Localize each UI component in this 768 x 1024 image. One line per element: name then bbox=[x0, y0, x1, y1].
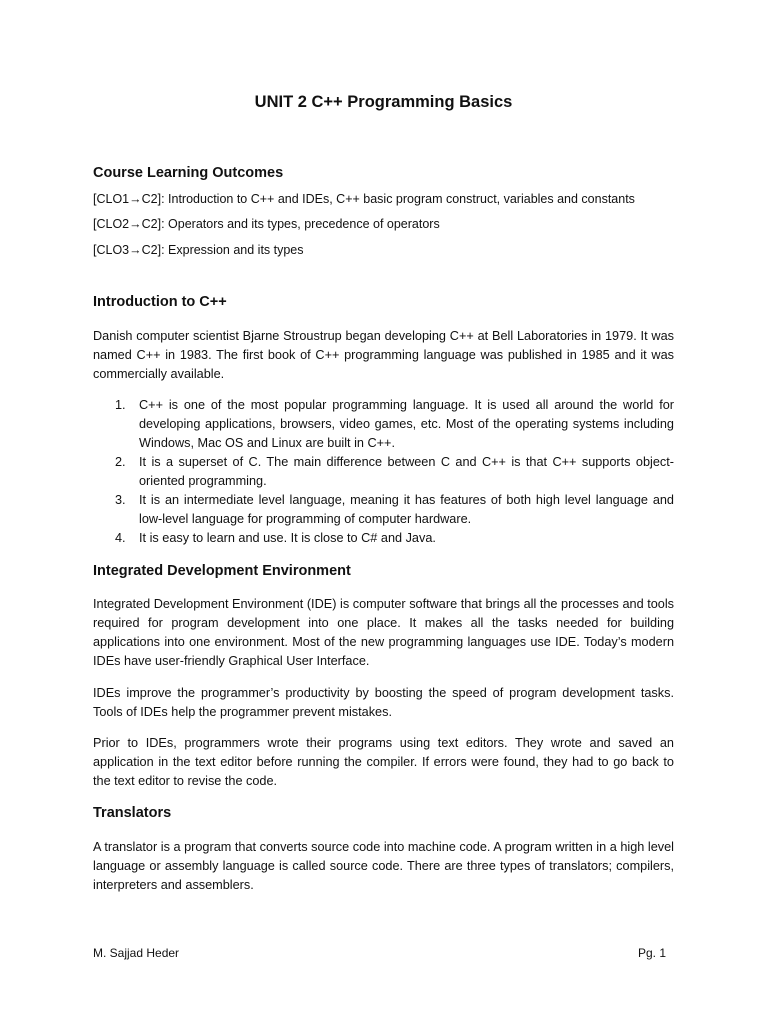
list-item-text: It is easy to learn and use. It is close to C# and Java. bbox=[139, 531, 436, 545]
list-item-text: It is a superset of C. The main difference between C and C++ is that C++ supports object-oriented programming. bbox=[139, 455, 674, 488]
list-item-number: 2. bbox=[115, 455, 126, 469]
clo-item-1: [CLO1→C2]: Introduction to C++ and IDEs, C++ basic program construct, variables and constants bbox=[93, 192, 635, 206]
list-item-text: It is an intermediate level language, meaning it has features of both high level language and low-level language for programming of computer hardware. bbox=[139, 493, 674, 526]
list-item bbox=[93, 453, 674, 491]
list-item bbox=[93, 529, 674, 548]
list-item-number: 4. bbox=[115, 531, 126, 545]
ide-paragraph-2: IDEs improve the programmer’s productivity by boosting the speed of program development tasks. Tools of IDEs help the programmer prevent mistakes. bbox=[93, 686, 674, 719]
list-item-number: 1. bbox=[115, 398, 126, 412]
translators-heading: Translators bbox=[93, 805, 172, 821]
intro-list bbox=[93, 396, 674, 548]
clo-item-2: [CLO2→C2]: Operators and its types, precedence of operators bbox=[93, 217, 440, 231]
clo-heading: Course Learning Outcomes bbox=[93, 165, 284, 181]
ide-paragraph-3: Prior to IDEs, programmers wrote their programs using text editors. They wrote and saved an application in the text editor before running the compiler. If errors were found, they had to go back to the text editor to revise the code. bbox=[93, 736, 674, 788]
list-item bbox=[93, 491, 674, 529]
intro-heading: Introduction to C++ bbox=[93, 294, 227, 310]
translators-paragraph: A translator is a program that converts source code into machine code. A program written in a high level language or assembly language is called source code. There are three types of translators; compilers, interpreters and assemblers. bbox=[93, 840, 674, 892]
ide-heading: Integrated Development Environment bbox=[93, 563, 351, 579]
footer-author: M. Sajjad Heder bbox=[93, 946, 180, 960]
ide-paragraph-1: Integrated Development Environment (IDE) is computer software that brings all the processes and tools required for program development into one place. It makes all the tasks needed for building applications into one environment. Most of the new programming languages use IDE. Today’s modern IDEs have user-friendly Graphical User Interface. bbox=[93, 597, 674, 668]
list-item-text: C++ is one of the most popular programming language. It is used all around the world for developing applications, browsers, video games, etc. Most of the operating systems including Windows, Mac OS and Linux are built in C++. bbox=[139, 398, 674, 450]
intro-paragraph: Danish computer scientist Bjarne Stroustrup began developing C++ at Bell Laboratories in 1979. It was named C++ in 1983. The first book of C++ programming language was published in 1985 and it was commercially available. bbox=[93, 329, 674, 381]
document-page bbox=[93, 0, 674, 1024]
list-item bbox=[93, 396, 674, 453]
list-item-number: 3. bbox=[115, 493, 126, 507]
footer-page-number: Pg. 1 bbox=[637, 946, 666, 960]
clo-item-3: [CLO3→C2]: Expression and its types bbox=[93, 243, 304, 257]
page-title: UNIT 2 C++ Programming Basics bbox=[254, 93, 513, 111]
